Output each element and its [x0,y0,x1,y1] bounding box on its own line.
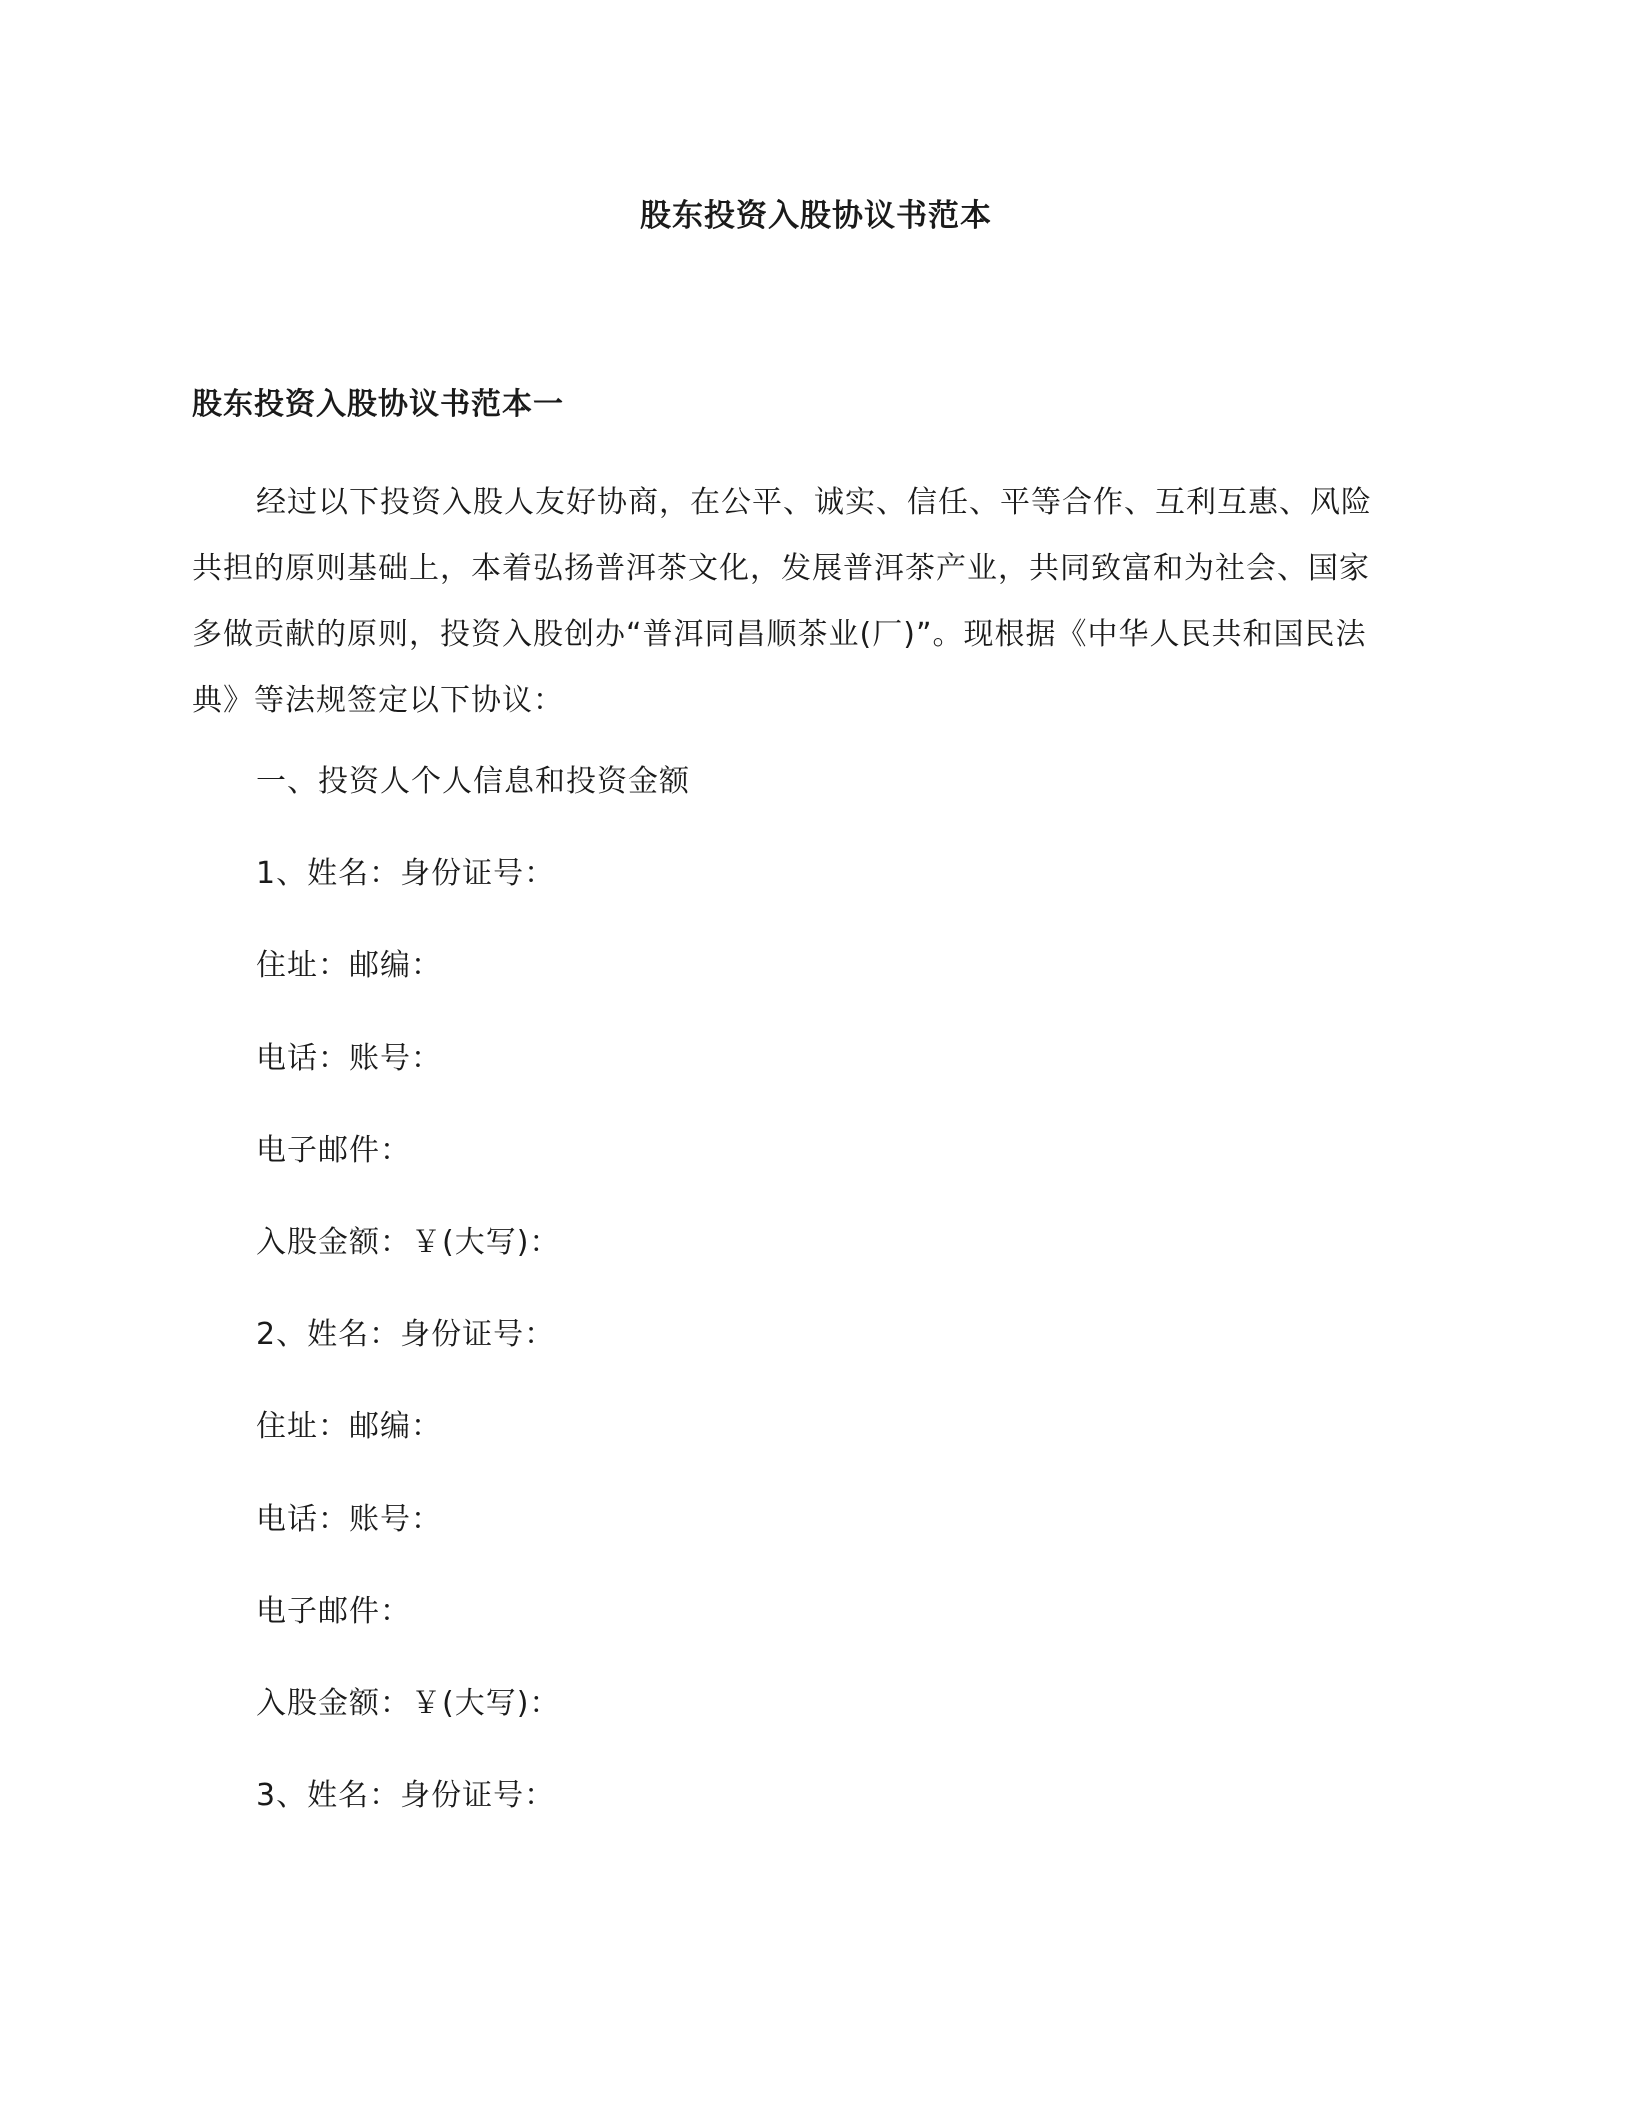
field-investment-amount: 入股金额：￥(大写)： [256,1224,561,1260]
field-name-id: 3、姓名：身份证号： [256,1778,556,1814]
field-name-id: 2、姓名：身份证号： [256,1317,556,1353]
intro-line: 典》等法规签定以下协议： [192,683,564,718]
intro-line: 经过以下投资入股人友好协商，在公平、诚实、信任、平等合作、互利互惠、风险 [256,485,1372,520]
document-title: 股东投资入股协议书范本 [640,198,992,234]
field-investment-amount: 入股金额：￥(大写)： [256,1685,561,1721]
field-name-id: 1、姓名：身份证号： [256,856,556,892]
field-phone-account: 电话：账号： [256,1040,442,1076]
intro-line: 共担的原则基础上，本着弘扬普洱茶文化，发展普洱茶产业，共同致富和为社会、国家 [192,551,1370,586]
investor-info-list [256,760,690,1866]
intro-line: 多做贡献的原则，投资入股创办“普洱同昌顺茶业(厂)”。现根据《中华人民共和国民法 [192,617,1367,652]
intro-paragraph [192,470,1432,734]
field-phone-account: 电话：账号： [256,1501,442,1537]
section-title: 股东投资入股协议书范本一 [192,387,564,422]
field-email: 电子邮件： [256,1132,411,1168]
field-address-postcode: 住址：邮编： [256,948,442,984]
subsection-heading: 一、投资人个人信息和投资金额 [256,764,690,799]
field-email: 电子邮件： [256,1593,411,1629]
field-address-postcode: 住址：邮编： [256,1409,442,1445]
